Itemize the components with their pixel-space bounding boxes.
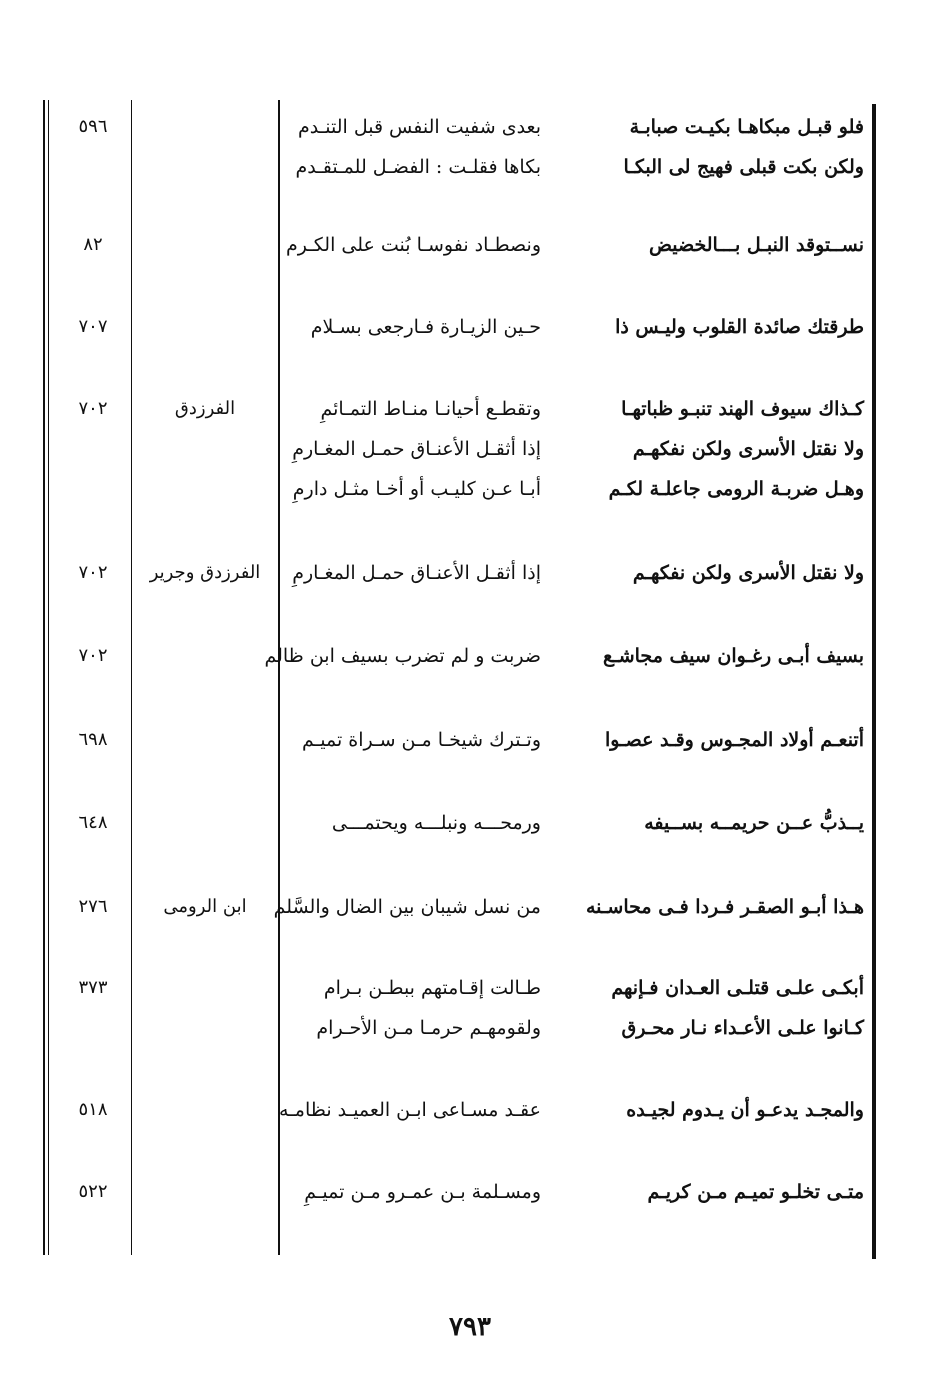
second-hemistich: إذا أثقـل الأعنـاق حمـل المغـارمِ bbox=[292, 438, 541, 460]
first-hemistich: ولكن بكت قبلى فهيج لى البكـا bbox=[623, 156, 864, 178]
first-hemistich: هـذا أبـو الصقـر فـردا فـى محاسـنه bbox=[585, 896, 864, 918]
poet-name bbox=[135, 1090, 275, 1130]
poet-name bbox=[135, 225, 275, 265]
poet-name bbox=[135, 636, 275, 676]
second-hemistich: إذا أثقـل الأعنـاق حمـل المغـارمِ bbox=[292, 562, 541, 584]
page-reference: ٦٤٨ bbox=[78, 812, 108, 833]
second-hemistich: حـين الزيـارة فـارجعى بسـلام bbox=[310, 316, 541, 338]
first-hemistich: طرقتك صائدة القلوب وليـس ذا bbox=[615, 316, 864, 338]
second-hemistich: وتقطـع أحيانـا منـاط التمـائمِ bbox=[320, 398, 541, 420]
poet-name bbox=[135, 307, 275, 347]
poet-name bbox=[135, 1172, 275, 1212]
first-hemistich: أبكـى علـى قتلـى العـدان فـإنهم bbox=[611, 977, 864, 999]
page-reference: ٢٧٦ bbox=[78, 896, 108, 917]
first-hemistich: فلو قبـل مبكاهـا بكيـت صبابـة bbox=[629, 116, 864, 138]
left-double-rule-inner bbox=[48, 100, 49, 1255]
second-hemistich: ورمحـــه ونبلـــه ويحتمـــى bbox=[331, 812, 541, 834]
page-reference: ٥١٨ bbox=[78, 1099, 108, 1120]
left-double-rule-outer bbox=[43, 100, 45, 1255]
page-number: ٧٩٣ bbox=[449, 1312, 491, 1342]
second-hemistich: بعدى شفيت النفس قبل التنـدم bbox=[297, 116, 541, 138]
second-hemistich: بكاها فقلـت : الفضـل للمـتقـدم bbox=[295, 156, 541, 178]
first-hemistich: أتنعـم أولاد المجـوس وقـد عصـوا bbox=[604, 729, 864, 751]
first-hemistich: متـى تخلـو تميـم مـن كريـم bbox=[647, 1181, 864, 1203]
first-hemistich: بسيف أبـى رغـوان سيف مجاشـع bbox=[603, 645, 864, 667]
poet-name: الفرزدق bbox=[174, 398, 236, 419]
second-hemistich: ضربت و لم تضرب بسيف ابن ظالم bbox=[264, 645, 541, 667]
poet-name bbox=[135, 968, 275, 1008]
first-hemistich: والمجـد يدعـو أن يـدوم لجيـده bbox=[626, 1099, 864, 1121]
page-reference: ٧٠٧ bbox=[78, 316, 108, 337]
first-hemistich: يــذبُّ عــن حريمــه بســيفه bbox=[644, 812, 864, 834]
column-divider-pages bbox=[131, 100, 132, 1255]
page-reference: ٥٩٦ bbox=[78, 116, 108, 137]
poet-name bbox=[135, 720, 275, 760]
second-hemistich: ومسـلمة بـن عمـرو مـن تميـمِ bbox=[304, 1181, 541, 1203]
second-hemistich: عقـد مسـاعى ابـن العميـد نظامـه bbox=[279, 1099, 541, 1121]
second-hemistich: ونصطـاد نفوسـا بُنت على الكـرم bbox=[285, 234, 541, 256]
second-hemistich: من نسل شيبان بين الضال والسَّلم bbox=[273, 896, 541, 918]
page-reference: ٦٩٨ bbox=[78, 729, 108, 750]
poet-name bbox=[135, 803, 275, 843]
page-reference: ٨٢ bbox=[83, 234, 103, 255]
page-reference: ٧٠٢ bbox=[78, 645, 108, 666]
poet-name: ابن الرومى bbox=[163, 896, 247, 917]
first-hemistich: ولا نقتل الأسرى ولكن نفكهـم bbox=[632, 438, 864, 460]
second-hemistich: طـالت إقـامتهم ببطـن بـرام bbox=[323, 977, 541, 999]
page-reference: ٣٧٣ bbox=[78, 977, 108, 998]
poet-name bbox=[135, 107, 275, 147]
first-hemistich: نســتوقد النبـل بـــالخضيض bbox=[648, 234, 864, 256]
first-hemistich: ولا نقتل الأسرى ولكن نفكهـم bbox=[632, 562, 864, 584]
first-hemistich: وهـل ضربـة الرومى جاعلـة لكـم bbox=[608, 478, 864, 500]
page-reference: ٥٢٢ bbox=[78, 1181, 108, 1202]
right-border-rule bbox=[872, 104, 876, 1259]
first-hemistich: كـانوا علـى الأعـداء نـار محـرق bbox=[621, 1017, 864, 1039]
first-hemistich: كـذاك سيوف الهند تنبـو ظباتهـا bbox=[621, 398, 864, 420]
second-hemistich: أبـا عـن كليـب أو أخـا مثـل دارمِ bbox=[292, 478, 541, 500]
page-reference: ٧٠٢ bbox=[78, 562, 108, 583]
poet-name: الفرزدق وجرير bbox=[149, 562, 261, 583]
second-hemistich: ولقومهـم حرمـا مـن الأحـرام bbox=[316, 1017, 541, 1039]
page-reference: ٧٠٢ bbox=[78, 398, 108, 419]
second-hemistich: وتـترك شيخـا مـن سـراة تميـم bbox=[302, 729, 541, 751]
column-divider-poet bbox=[278, 100, 280, 1255]
